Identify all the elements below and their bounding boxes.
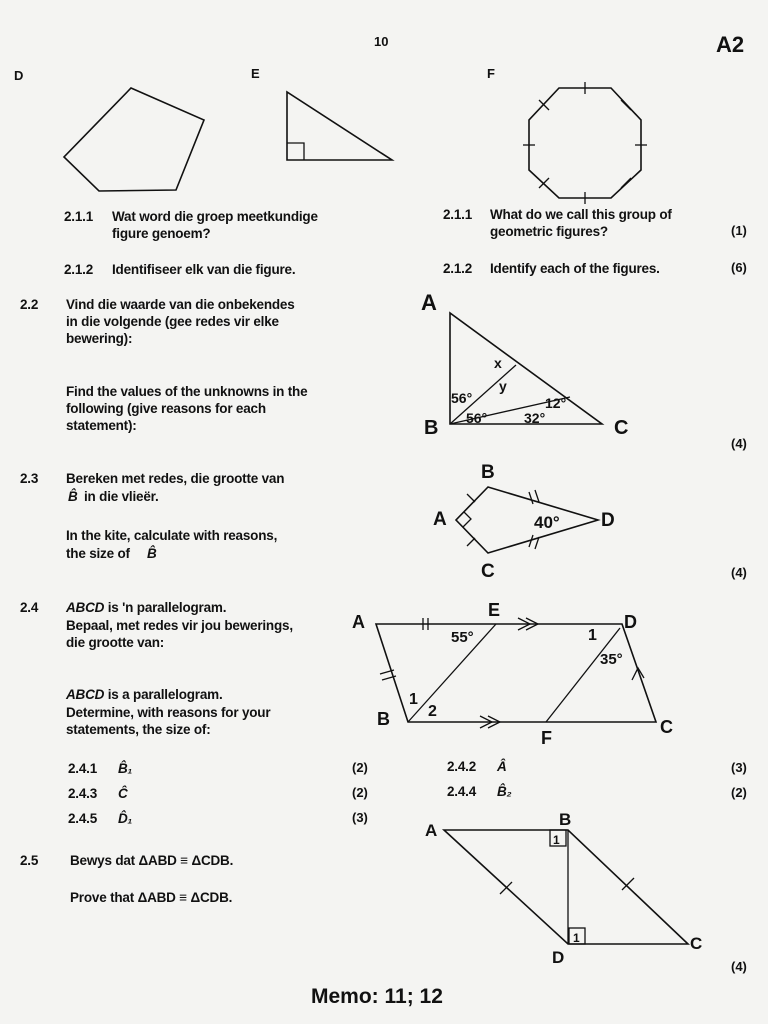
tri-angle-12: 12°	[545, 395, 567, 411]
tri-label-y: y	[499, 378, 507, 394]
q2-4-1-marks: (2)	[352, 760, 368, 775]
quad-angle-b1: 1	[553, 833, 560, 847]
quad-label-c: C	[690, 934, 703, 953]
q2-4-afrikaans: Bepaal, met redes vir jou bewerings, die grootte van:	[66, 618, 293, 650]
kite-label-c: C	[481, 561, 495, 582]
q2-4-4-marks: (2)	[731, 785, 747, 800]
q2-1-1-marks: (1)	[731, 223, 747, 238]
quad-angle-d1: 1	[573, 931, 580, 945]
q2-1-1-number-af: 2.1.1	[64, 209, 94, 224]
q2-4-3-symbol: Ĉ	[118, 786, 128, 801]
tri-label-a: A	[421, 290, 437, 315]
q2-4-1-number: 2.4.1	[68, 761, 98, 776]
q2-1-2-number-af: 2.1.2	[64, 262, 94, 277]
q2-1-2-marks: (6)	[731, 260, 747, 275]
q2-5-afrikaans: Bewys dat ΔABD ≡ ΔCDB.	[70, 853, 234, 868]
kite-angle-40: 40°	[534, 513, 560, 532]
tri-label-b: B	[424, 417, 439, 439]
q2-4-5-symbol: D̂₁	[118, 811, 133, 826]
tri-angle-56-bottom: 56°	[466, 410, 488, 426]
q2-3-afrikaans: Bereken met redes, die grootte van	[66, 471, 285, 486]
q2-2-number: 2.2	[20, 297, 39, 312]
q2-4-2-symbol: Â	[497, 759, 507, 774]
q2-4-2-number: 2.4.2	[447, 759, 477, 774]
tri-angle-32: 32°	[524, 410, 546, 426]
q2-1-1-number-en: 2.1.1	[443, 207, 473, 222]
q2-4-en-suffix: is a parallelogram.	[104, 687, 223, 702]
q2-5-marks: (4)	[731, 959, 747, 974]
q2-4-abcd-en: ABCD	[66, 687, 105, 702]
q2-4-4-symbol: B̂₂	[497, 784, 512, 799]
quad-label-d: D	[552, 948, 565, 967]
q2-4-2-marks: (3)	[731, 760, 747, 775]
para-label-b: B	[377, 709, 390, 729]
para-label-d: D	[624, 612, 637, 632]
q2-3-marks: (4)	[731, 565, 747, 580]
kite-label-d: D	[601, 510, 615, 531]
para-angle-b2: 2	[428, 703, 437, 720]
q2-2-marks: (4)	[731, 436, 747, 451]
kite-label-a: A	[433, 509, 447, 530]
q2-4-abcd-af: ABCD	[66, 600, 105, 615]
memo-reference: Memo: 11; 12	[311, 985, 443, 1008]
para-label-c: C	[660, 717, 673, 737]
tri-angle-56-top: 56°	[451, 390, 473, 406]
para-angle-35: 35°	[600, 651, 623, 668]
q2-4-3-marks: (2)	[352, 785, 368, 800]
quad-label-b: B	[559, 810, 572, 829]
q2-2-afrikaans: Vind die waarde van die onbekendes in die volgende (gee redes vir elke bewering):	[66, 297, 295, 346]
q2-3-english-2: the size of	[66, 546, 130, 561]
q2-5-number: 2.5	[20, 853, 39, 868]
q2-3-b-hat: B̂	[68, 489, 78, 504]
q2-1-2-english: Identify each of the figures.	[490, 261, 660, 276]
q2-1-1-english: What do we call this group of geometric figures?	[490, 207, 672, 239]
q2-4-1-symbol: B̂₁	[118, 761, 133, 776]
q2-4-5-marks: (3)	[352, 810, 368, 825]
q2-2-english: Find the values of the unknowns in the following (give reasons for each statement):	[66, 384, 308, 433]
para-label-e: E	[488, 600, 501, 620]
q2-4-number: 2.4	[20, 600, 39, 615]
page-number: 10	[374, 34, 389, 49]
q2-4-english: Determine, with reasons for your statements, the size of:	[66, 705, 271, 737]
para-angle-b1: 1	[409, 691, 418, 708]
figure-label-d: D	[14, 68, 24, 83]
q2-5-english: Prove that ΔABD ≡ ΔCDB.	[70, 890, 233, 905]
figure-label-e: E	[251, 66, 260, 81]
paper-code: A2	[716, 32, 745, 57]
q2-1-2-number-en: 2.1.2	[443, 261, 473, 276]
para-angle-d1: 1	[588, 627, 597, 644]
q2-3-english: In the kite, calculate with reasons,	[66, 528, 278, 543]
q2-4-5-number: 2.4.5	[68, 811, 98, 826]
quad-label-a: A	[425, 821, 438, 840]
q2-4-4-number: 2.4.4	[447, 784, 477, 799]
figure-label-f: F	[487, 66, 495, 81]
q2-3-b-hat-en: B̂	[147, 546, 157, 561]
tri-label-c: C	[614, 417, 629, 439]
para-label-a: A	[352, 612, 365, 632]
tri-label-x: x	[494, 355, 502, 371]
q2-3-number: 2.3	[20, 471, 39, 486]
q2-1-1-afrikaans: Wat word die groep meetkundige figure genoem?	[112, 209, 318, 241]
q2-4-3-number: 2.4.3	[68, 786, 98, 801]
para-label-f: F	[541, 728, 552, 748]
q2-1-2-afrikaans: Identifiseer elk van die figure.	[112, 262, 296, 277]
q2-3-afrikaans-2: in die vlieër.	[84, 489, 159, 504]
kite-label-b: B	[481, 462, 495, 483]
q2-4-af-suffix: is 'n parallelogram.	[104, 600, 227, 615]
para-angle-55: 55°	[451, 629, 474, 646]
